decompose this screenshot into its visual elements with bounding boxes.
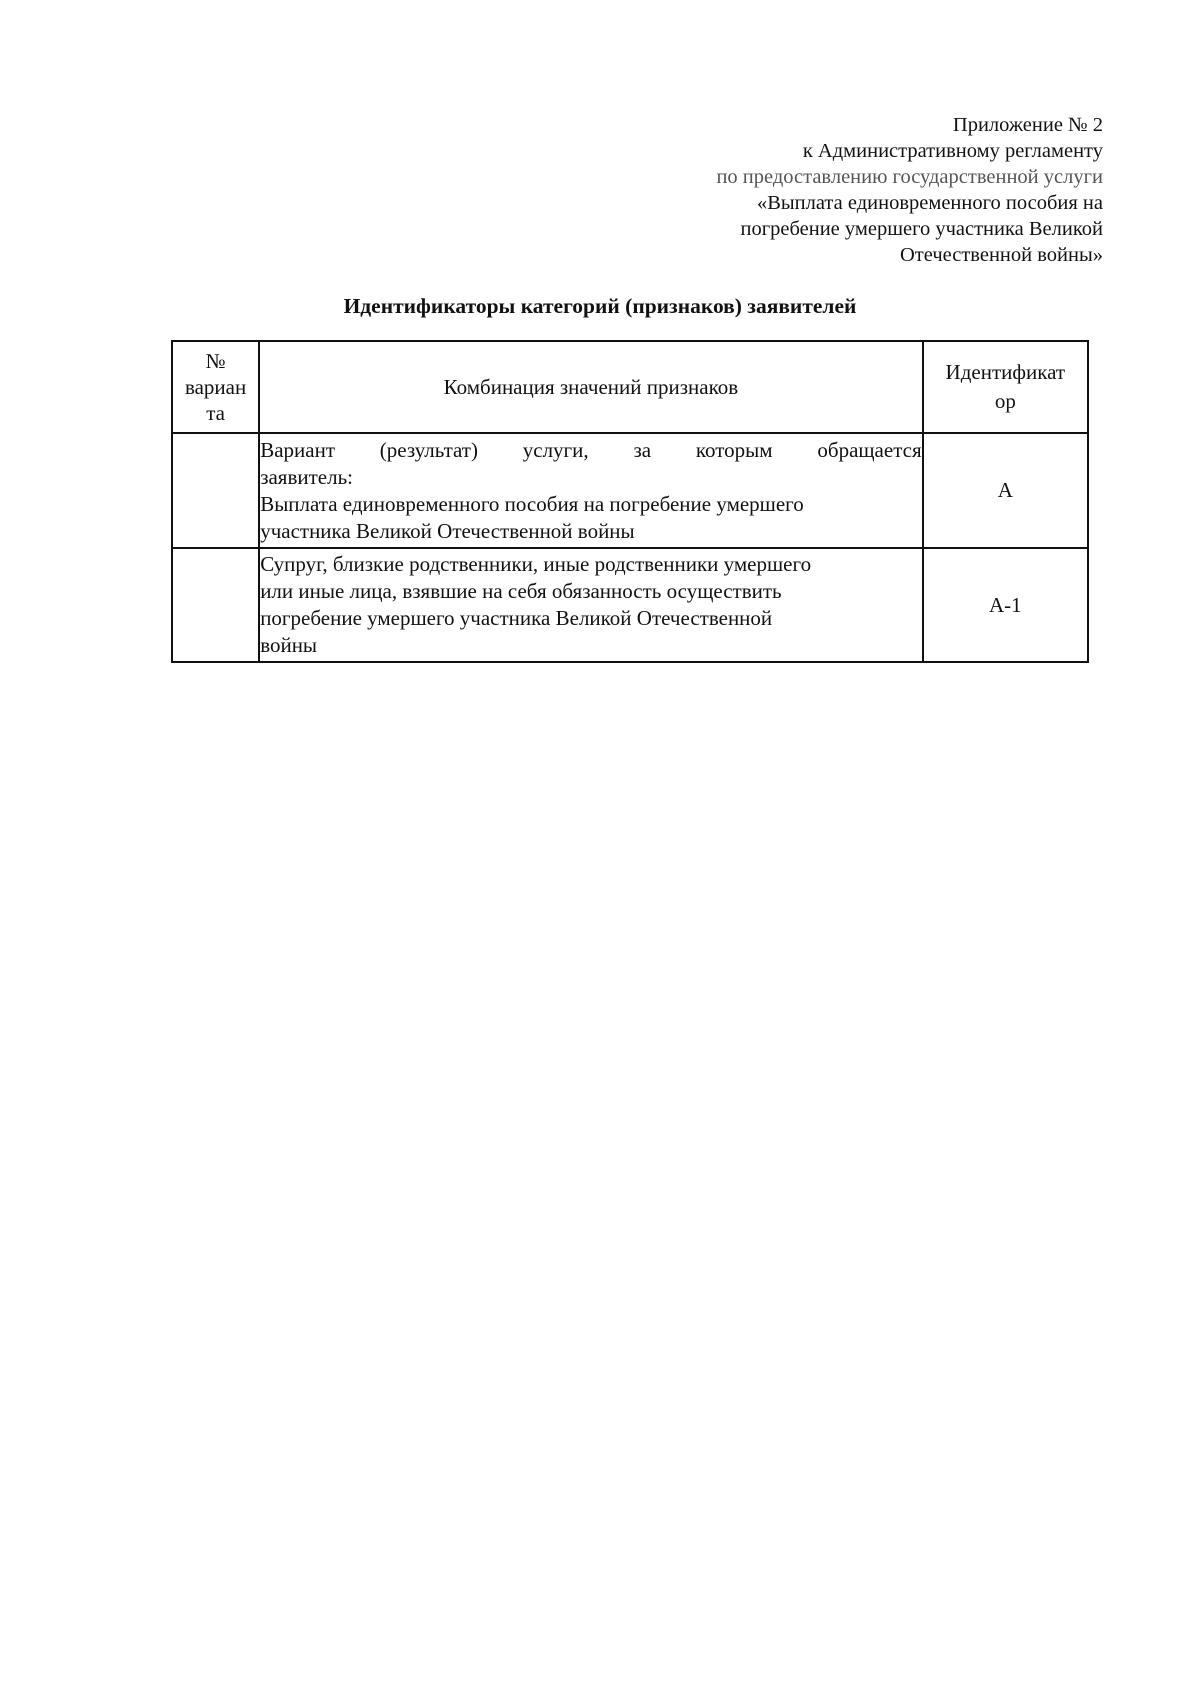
- row-combination-text: Супруг, близкие родственники, иные родственники умершего или иные лица, взявшие на себя обязанность осуществить погребение умершего участника Великой Отечественной войны: [259, 548, 922, 662]
- appendix-service-name-2: погребение умершего участника Великой: [740, 218, 1103, 240]
- table-row: [172, 433, 1088, 548]
- appendix-header: [583, 112, 1103, 268]
- identifiers-table: [171, 340, 1089, 663]
- appendix-service: по предоставлению государственной услуги: [716, 166, 1103, 188]
- header-identifier: Идентификат ор: [923, 341, 1088, 433]
- table-header-row: [172, 341, 1088, 433]
- appendix-number: Приложение № 2: [952, 114, 1103, 136]
- header-combination: Комбинация значений признаков: [259, 341, 922, 433]
- appendix-service-name-1: «Выплата единовременного пособия на: [756, 192, 1103, 214]
- row-identifier: А-1: [923, 548, 1088, 662]
- row-identifier: А: [923, 433, 1088, 548]
- document-title: Идентификаторы категорий (признаков) заявителей: [343, 294, 857, 318]
- appendix-regulation: к Административному регламенту: [802, 140, 1103, 162]
- header-variant-number: № вариан та: [172, 341, 259, 433]
- row-variant-number: [172, 433, 259, 548]
- table-row: [172, 548, 1088, 662]
- row-combination-text: Вариант (результат) услуги, за которым обращается заявитель: Выплата единовременного пособия на погребение умершего участника Великой Отечественной войны: [259, 433, 922, 548]
- row-variant-number: [172, 548, 259, 662]
- appendix-service-name-3: Отечественной войны»: [899, 244, 1103, 266]
